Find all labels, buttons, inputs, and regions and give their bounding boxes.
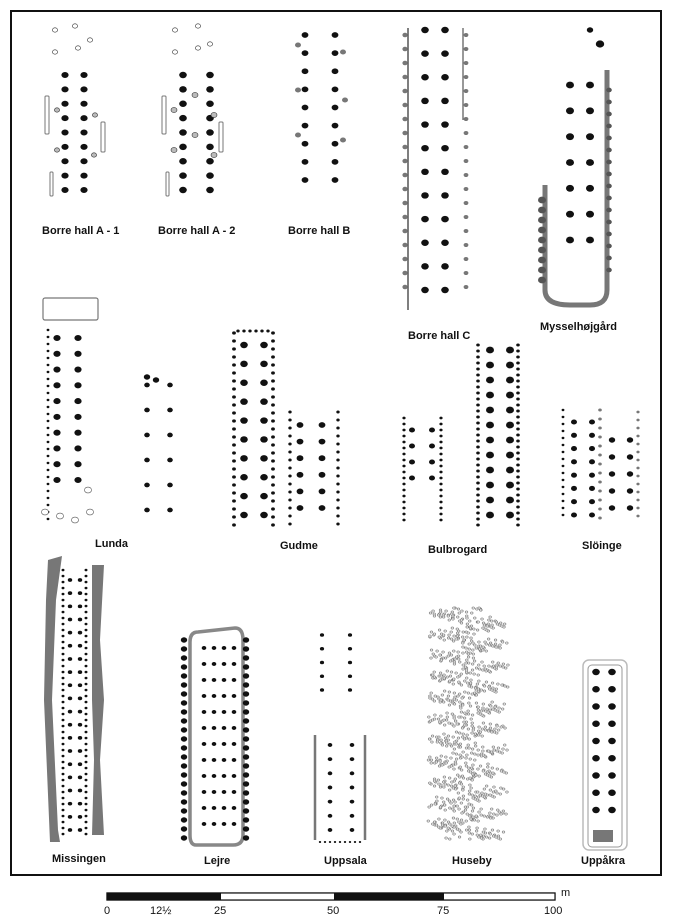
label-huseby: Huseby (452, 855, 492, 867)
label-borre-hall-a1: Borre hall A - 1 (42, 225, 120, 237)
label-borre-hall-c: Borre hall C (408, 330, 471, 342)
scale-tick-75: 75 (437, 905, 450, 917)
label-uppakra: Uppåkra (581, 855, 626, 867)
label-bulbrogard: Bulbrogard (428, 544, 488, 556)
scale-tick-12-5: 12½ (150, 905, 172, 917)
label-mysselhojgard: Mysselhøjgård (540, 321, 618, 333)
label-uppsala: Uppsala (324, 855, 367, 867)
label-missingen: Missingen (52, 853, 106, 865)
label-lejre: Lejre (204, 855, 231, 867)
label-lunda: Lunda (95, 538, 128, 550)
label-gudme: Gudme (280, 540, 318, 552)
scale-tick-25: 25 (214, 905, 227, 917)
label-borre-hall-b: Borre hall B (288, 225, 351, 237)
label-sloinge: Slöinge (582, 540, 622, 552)
label-borre-hall-a2: Borre hall A - 2 (158, 225, 236, 237)
scale-tick-100: 100 (544, 905, 563, 917)
scale-tick-50: 50 (327, 905, 340, 917)
scale-tick-0: 0 (104, 905, 111, 917)
scale-unit: m (561, 887, 571, 899)
